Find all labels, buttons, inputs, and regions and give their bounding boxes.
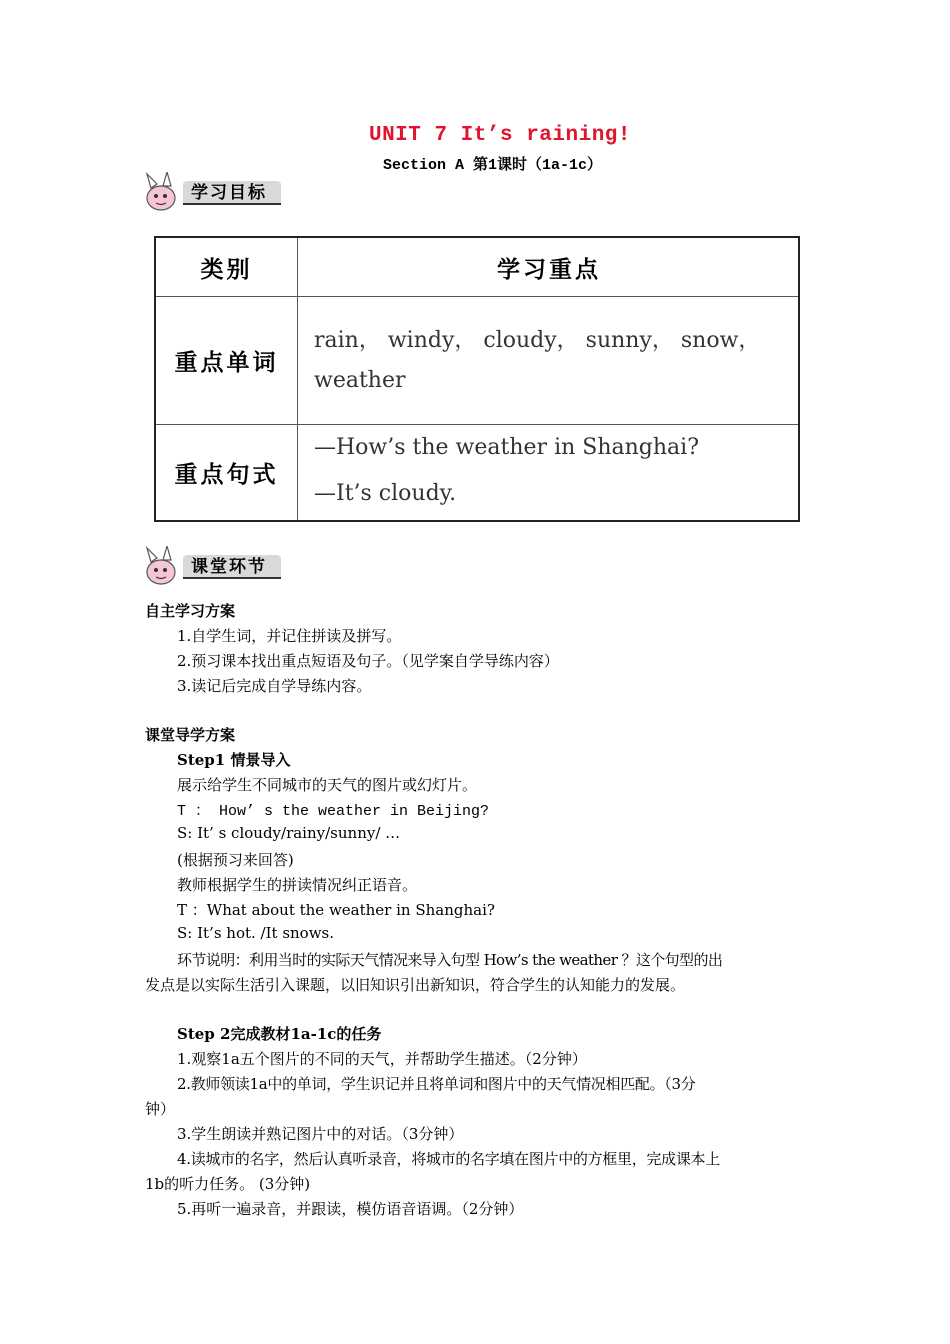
row-content	[298, 425, 798, 520]
text-line: T ： How’ s the weather in Beijing?	[177, 803, 490, 820]
text-line: (根据预习来回答)	[177, 851, 294, 869]
col-header-category: 类别	[156, 238, 298, 296]
text-line: 钟）	[145, 1100, 176, 1118]
table-row	[156, 297, 798, 425]
text-line: 4.读城市的名字，然后认真听录音，将城市的名字填在图片中的方框里，完成课本上	[177, 1150, 720, 1168]
page-title: UNIT 7 It’s raining!	[368, 124, 632, 147]
section-heading: 课堂导学方案	[145, 726, 236, 744]
text-line: 1b的听力任务。 (3分钟)	[145, 1175, 311, 1193]
row-label: 重点句式	[156, 425, 298, 520]
step-title: Step 2完成教材1a-1c的任务	[177, 1025, 382, 1043]
page-subtitle: Section A 第1课时（1a-1c）	[382, 157, 603, 174]
col-header-focus: 学习重点	[497, 256, 601, 283]
text-line: 发点是以实际生活引入课题，以旧知识引出新知识，符合学生的认知能力的发展。	[145, 976, 686, 994]
text-line: S: It’ s cloudy/rainy/sunny/ …	[177, 824, 401, 842]
row-content	[298, 297, 798, 424]
section-heading: 自主学习方案	[145, 602, 236, 620]
text-line: T ：What about the weather in Shanghai?	[177, 901, 495, 919]
list-item: 2.预习课本找出重点短语及句子。（见学案自学导练内容）	[177, 652, 559, 670]
content-line: weather	[314, 368, 406, 393]
content-line: —It’s cloudy.	[314, 481, 457, 506]
badge-label: 学习目标	[183, 181, 281, 205]
row-label: 重点单词	[156, 297, 298, 424]
step-title: Step1 情景导入	[177, 751, 291, 769]
section-badge-class	[143, 546, 285, 586]
section-badge-goals	[143, 172, 285, 212]
list-item: 1.自学生词，并记住拼读及拼写。	[177, 627, 402, 645]
table-header-row	[156, 238, 798, 297]
badge-label: 课堂环节	[183, 555, 281, 579]
text-line: S: It’s hot. /It snows.	[177, 924, 335, 942]
content-line: —How’s the weather in Shanghai?	[314, 435, 699, 460]
text-line: 环节说明：利用当时的实际天气情况来导入句型 How’s the weather ？这个句型的出	[177, 951, 723, 969]
content-line: rain， windy， cloudy， sunny， snow，	[314, 328, 761, 353]
text-line: 2.教师领读1a中的单词，学生识记并且将单词和图片中的天气情况相匹配。（3分	[177, 1075, 696, 1093]
list-item: 3.读记后完成自学导练内容。	[177, 677, 372, 695]
table-row	[156, 425, 798, 520]
text-line: 展示给学生不同城市的天气的图片或幻灯片。	[177, 776, 478, 794]
goals-table	[154, 236, 800, 522]
text-line: 3.学生朗读并熟记图片中的对话。（3分钟）	[177, 1125, 464, 1143]
text-line: 教师根据学生的拼读情况纠正语音。	[177, 876, 418, 894]
text-line: 5.再听一遍录音，并跟读，模仿语音语调。（2分钟）	[177, 1200, 524, 1218]
text-line: 1.观察1a五个图片的不同的天气，并帮助学生描述。（2分钟）	[177, 1050, 587, 1068]
